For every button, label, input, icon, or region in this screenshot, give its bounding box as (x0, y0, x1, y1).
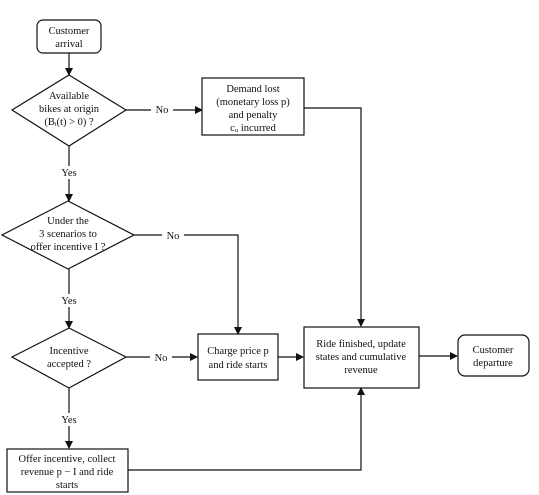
edge-label-no-accepted: No (154, 353, 168, 364)
node-incentive-accepted (12, 328, 126, 388)
node-incentive-accepted-line-1: Incentive (49, 346, 89, 357)
node-customer-arrival (37, 20, 101, 53)
node-offer-incentive-line-1: Offer incentive, collect (18, 454, 116, 465)
node-available-bikes-line-1: Available (48, 91, 90, 102)
node-customer-arrival-line-2: arrival (55, 39, 83, 50)
node-incentive-accepted-line-2: accepted ? (46, 359, 92, 370)
node-demand-lost-line-4: cᵤ incurred (230, 123, 276, 134)
edge-label-no-available: No (155, 105, 169, 116)
node-demand-lost-line-3: and penalty (228, 110, 278, 121)
edge-label-yes-under: Yes (61, 296, 77, 307)
node-under-scenarios-line-2: 3 scenarios to (39, 229, 97, 240)
node-offer-incentive-line-3: starts (55, 480, 79, 491)
node-under-scenarios-line-1: Under the (47, 216, 89, 227)
node-customer-departure-line-1: Customer (472, 345, 514, 356)
node-available-bikes-line-3: (Bᵢ(t) > 0) ? (44, 117, 94, 128)
edge-demand-lost-to-ride-finished (304, 108, 361, 326)
node-ride-finished-line-2: states and cumulative (315, 352, 407, 363)
node-customer-arrival-line-1: Customer (48, 26, 90, 37)
node-under-scenarios (2, 201, 134, 269)
node-available-bikes (12, 75, 126, 146)
node-ride-finished (304, 327, 419, 388)
node-offer-incentive-line-2: revenue p − I and ride (20, 467, 114, 478)
node-charge-price-line-1: Charge price p (207, 346, 269, 357)
node-ride-finished-line-1: Ride finished, update (316, 339, 406, 350)
edge-label-no-under: No (166, 231, 180, 242)
node-customer-departure-line-2: departure (473, 358, 513, 369)
node-under-scenarios-line-3: offer incentive I ? (30, 242, 106, 253)
node-charge-price-line-2: and ride starts (208, 360, 268, 371)
edge-offer-to-ride-finished (128, 388, 361, 470)
node-customer-departure (458, 335, 529, 376)
node-demand-lost (202, 78, 304, 135)
node-charge-price (198, 334, 278, 380)
edge-under-to-charge (134, 235, 238, 334)
node-offer-incentive (7, 449, 128, 492)
edge-label-yes-available: Yes (61, 168, 77, 179)
node-available-bikes-line-2: bikes at origin (38, 104, 100, 115)
node-demand-lost-line-2: (monetary loss p) (216, 97, 290, 108)
edge-label-yes-accepted: Yes (61, 415, 77, 426)
node-demand-lost-line-1: Demand lost (226, 84, 280, 95)
node-ride-finished-line-3: revenue (344, 365, 378, 376)
